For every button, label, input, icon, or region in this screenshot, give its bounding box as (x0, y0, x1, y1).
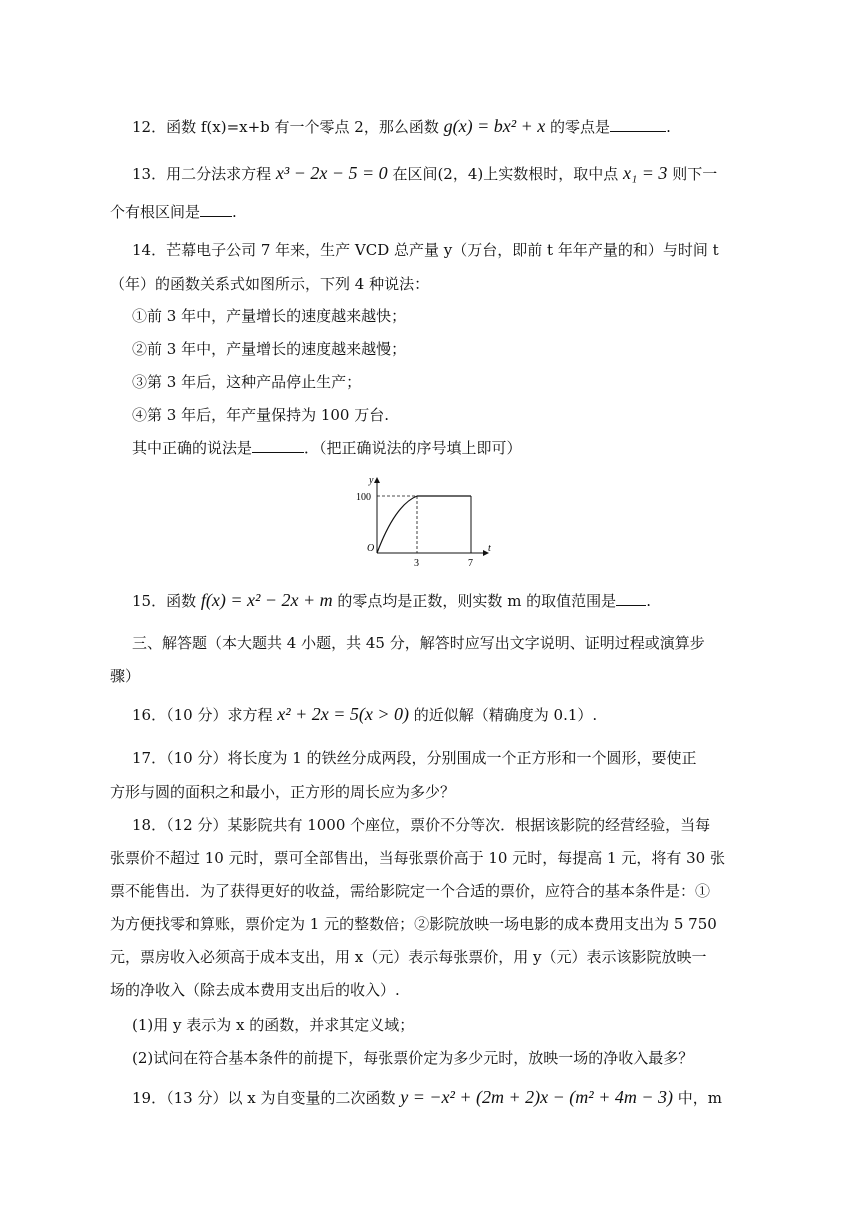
q13-cont: 个有根区间是 (110, 203, 201, 221)
q15-text-b: 的零点均是正数，则实数 m 的取值范围是 (332, 592, 617, 610)
q19-text-b: 中，m (672, 1089, 722, 1107)
q16-text-b: 的近似解（精确度为 0.1）. (409, 706, 598, 724)
tick-y-100: 100 (356, 492, 371, 503)
q19-formula: y = −x² + (2m + 2)x − (m² + 4m − 3) (400, 1087, 673, 1107)
question-18-line-1: 18．（12 分）某影院共有 1000 个座位，票价不分等次．根据该影院的经营经验，当每 (132, 816, 711, 834)
question-18-line-5: 元，票房收入必须高于成本支出，用 x（元）表示每张票价，用 y（元）表示该影院放映一 (110, 948, 707, 966)
q12-formula: g(x) = bx² + x (443, 116, 546, 136)
curve (377, 496, 417, 553)
option-4: ④第 3 年后，年产量保持为 100 万台. (132, 406, 390, 424)
option-2: ②前 3 年中，产量增长的速度越来越慢； (132, 340, 407, 358)
q13-text-b: 在区间(2，4)上实数根时，取中点 (387, 165, 624, 183)
question-12 (132, 116, 671, 137)
option-3: ③第 3 年后，这种产品停止生产； (132, 373, 362, 391)
q19-text-a: 19．（13 分）以 x 为自变量的二次函数 (132, 1089, 401, 1107)
question-19 (132, 1087, 722, 1108)
q15-end: . (646, 592, 651, 610)
question-14-line-2: （年）的函数关系式如图所示，下列 4 种说法： (110, 275, 430, 293)
question-18-line-3: 票不能售出．为了获得更好的收益，需给影院定一个合适的票价，应符合的基本条件是：① (110, 882, 711, 900)
question-17-line-2: 方形与圆的面积之和最小，正方形的周长应为多少？ (110, 783, 456, 801)
production-graph (355, 475, 495, 567)
q13-formula-2: x₁ = 3 (623, 163, 668, 183)
answer-blank (610, 117, 666, 132)
tick-x-7: 7 (468, 558, 473, 567)
q16-formula: x² + 2x = 5(x > 0) (277, 704, 410, 724)
q15-text-a: 15．函数 (132, 592, 201, 610)
q13-text-a: 13．用二分法求方程 (132, 165, 276, 183)
question-13 (132, 163, 717, 184)
q15-formula: f(x) = x² − 2x + m (200, 590, 333, 610)
answer-blank (616, 591, 646, 606)
section-3-heading-cont: 骤） (110, 667, 141, 685)
q16-text-a: 16．（10 分）求方程 (132, 706, 278, 724)
x-label: t (488, 543, 491, 554)
q14-ans-a: 其中正确的说法是 (132, 439, 253, 457)
question-14-answer (132, 438, 522, 458)
question-13-continued (110, 202, 237, 222)
question-18-part-2: (2)试问在符合基本条件的前提下，每张票价定为多少元时，放映一场的净收入最多？ (132, 1049, 694, 1067)
question-18-line-6: 场的净收入（除去成本费用支出后的收入）. (110, 981, 400, 999)
question-17-line-1: 17．（10 分）将长度为 1 的铁丝分成两段，分别围成一个正方形和一个圆形，要使正 (132, 749, 697, 767)
question-14-line-1: 14．芒幕电子公司 7 年来，生产 VCD 总产量 y（万台，即前 t 年年产量的和）与时间 t (132, 241, 719, 259)
tick-x-3: 3 (414, 558, 419, 567)
y-axis-arrow-icon (374, 477, 380, 483)
section-3-heading: 三、解答题（本大题共 4 小题，共 45 分，解答时应写出文字说明、证明过程或演算步 (132, 634, 705, 652)
answer-blank (252, 438, 304, 453)
q13-end: . (232, 203, 237, 221)
q13-text-c: 则下一 (667, 165, 718, 183)
question-18-part-1: (1)用 y 表示为 x 的函数，并求其定义域； (132, 1016, 415, 1034)
question-16 (132, 704, 597, 725)
q12-text-b: 的零点是 (545, 118, 611, 136)
question-18-line-2: 张票价不超过 10 元时，票可全部售出，当每张票价高于 10 元时，每提高 1 元，将有 30 张 (110, 849, 725, 867)
q14-ans-b: ．（把正确说法的序号填上即可） (304, 439, 522, 457)
q12-end: . (666, 118, 671, 136)
q13-formula-1: x³ − 2x − 5 = 0 (275, 163, 388, 183)
q12-text-a: 12．函数 f(x)=x+b 有一个零点 2，那么函数 (132, 118, 444, 136)
option-1: ①前 3 年中，产量增长的速度越来越快； (132, 307, 407, 325)
question-15 (132, 590, 651, 611)
answer-blank (200, 202, 232, 217)
question-18-line-4: 为方便找零和算账，票价定为 1 元的整数倍；②影院放映一场电影的成本费用支出为 5 750 (110, 915, 717, 933)
origin-label: O (367, 543, 375, 554)
y-label: y (369, 475, 374, 486)
